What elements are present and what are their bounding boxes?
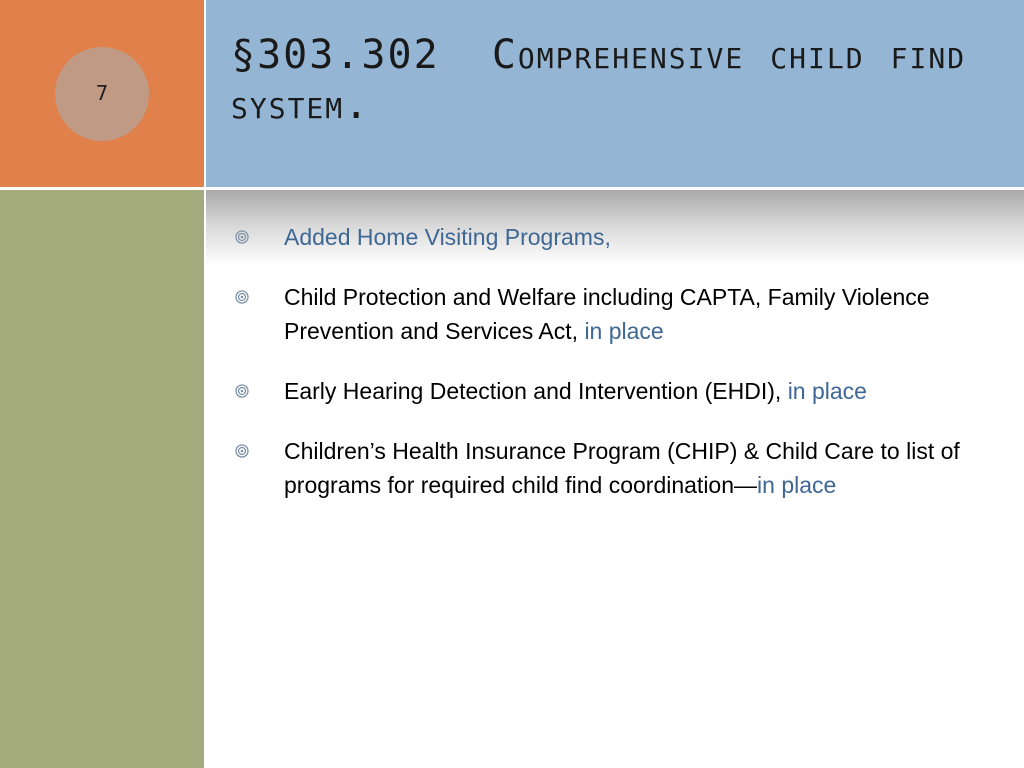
bullet-text-highlight: in place xyxy=(757,472,837,498)
target-bullet-icon xyxy=(235,444,249,458)
slide-number: 7 xyxy=(95,81,109,105)
left-sidebar-panel xyxy=(0,190,204,768)
target-bullet-icon xyxy=(235,290,249,304)
bullet-list xyxy=(232,220,972,528)
bullet-text: Children’s Health Insurance Program (CHIP) & Child Care to list of programs for required child find coordination— xyxy=(284,438,960,498)
bullet-text-highlight: in place xyxy=(787,378,867,404)
target-bullet-icon xyxy=(235,384,249,398)
bullet-text: Child Protection and Welfare including CAPTA, Family Violence Prevention and Services Act, xyxy=(284,284,930,344)
bullet-text-highlight: Added Home Visiting Programs, xyxy=(284,224,611,250)
target-bullet-icon xyxy=(235,230,249,244)
bullet-item xyxy=(232,220,972,254)
bullet-text-highlight: in place xyxy=(584,318,664,344)
bullet-text: Early Hearing Detection and Intervention (EHDI), xyxy=(284,378,788,404)
slide-title: §303.302 Comprehensive child find system. xyxy=(231,32,993,128)
bullet-item xyxy=(232,280,972,348)
bullet-item xyxy=(232,434,972,502)
bullet-item xyxy=(232,374,972,408)
